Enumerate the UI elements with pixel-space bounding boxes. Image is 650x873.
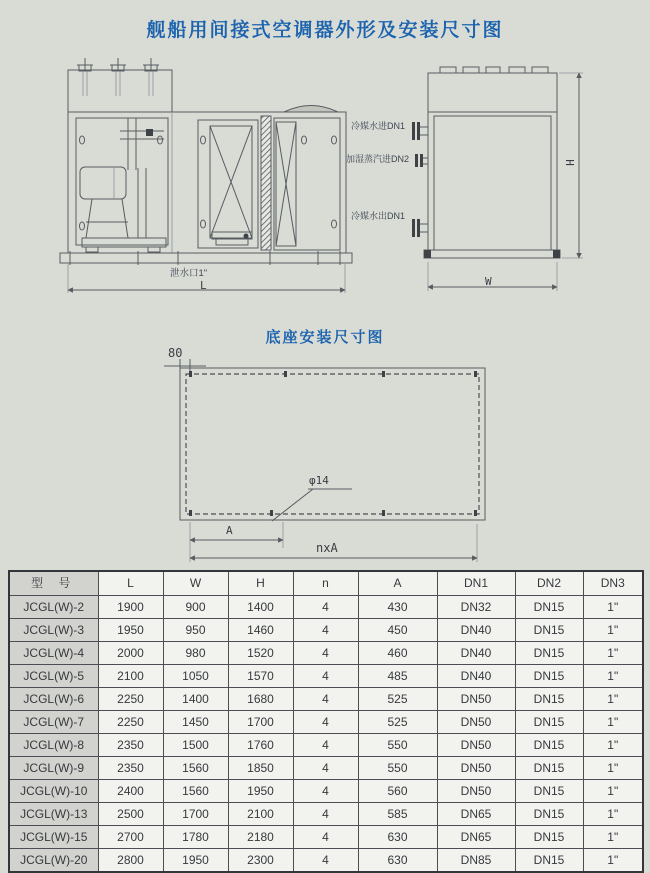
value-cell: 2180 xyxy=(228,826,293,849)
model-cell: JCGL(W)-8 xyxy=(9,734,98,757)
model-cell: JCGL(W)-20 xyxy=(9,849,98,873)
value-cell: 585 xyxy=(358,803,437,826)
table-row xyxy=(9,596,643,619)
value-cell: 1950 xyxy=(163,849,228,873)
col-header-H: H xyxy=(228,571,293,596)
value-cell: 1" xyxy=(583,596,643,619)
value-cell: 550 xyxy=(358,734,437,757)
model-cell: JCGL(W)-3 xyxy=(9,619,98,642)
value-cell: 1520 xyxy=(228,642,293,665)
table-row xyxy=(9,711,643,734)
model-cell: JCGL(W)-9 xyxy=(9,757,98,780)
drain-port-label: 泄水口1" xyxy=(170,268,208,279)
value-cell: DN40 xyxy=(437,619,515,642)
value-cell: 1460 xyxy=(228,619,293,642)
base-plan-view xyxy=(164,359,485,562)
model-cell: JCGL(W)-6 xyxy=(9,688,98,711)
pipe-stub-icon xyxy=(143,58,159,96)
value-cell: 1700 xyxy=(228,711,293,734)
value-cell: DN15 xyxy=(515,596,583,619)
value-cell: 950 xyxy=(163,619,228,642)
base-plan-title: 底座安装尺寸图 xyxy=(265,329,385,346)
value-cell: 980 xyxy=(163,642,228,665)
value-cell: 4 xyxy=(293,826,358,849)
value-cell: 1" xyxy=(583,734,643,757)
dim-A-line xyxy=(190,522,283,562)
model-cell: JCGL(W)-2 xyxy=(9,596,98,619)
value-cell: DN50 xyxy=(437,711,515,734)
value-cell: 1700 xyxy=(163,803,228,826)
value-cell: 1760 xyxy=(228,734,293,757)
value-cell: 4 xyxy=(293,596,358,619)
value-cell: 4 xyxy=(293,688,358,711)
value-cell: DN15 xyxy=(515,619,583,642)
dim-W-label: W xyxy=(485,275,492,288)
value-cell: 1400 xyxy=(228,596,293,619)
water-inlet-fitting-icon xyxy=(412,122,428,140)
value-cell: 1900 xyxy=(98,596,163,619)
value-cell: 460 xyxy=(358,642,437,665)
model-cell: JCGL(W)-4 xyxy=(9,642,98,665)
value-cell: 2250 xyxy=(98,688,163,711)
side-view xyxy=(412,67,583,291)
col-header-A: A xyxy=(358,571,437,596)
value-cell: 2800 xyxy=(98,849,163,873)
value-cell: DN40 xyxy=(437,642,515,665)
value-cell: 1560 xyxy=(163,757,228,780)
value-cell: DN15 xyxy=(515,734,583,757)
value-cell: 4 xyxy=(293,803,358,826)
table-row xyxy=(9,803,643,826)
col-header-W: W xyxy=(163,571,228,596)
spec-table-body xyxy=(9,596,643,873)
value-cell: 4 xyxy=(293,711,358,734)
value-cell: 4 xyxy=(293,780,358,803)
value-cell: 4 xyxy=(293,642,358,665)
dim-80-label: 80 xyxy=(168,346,183,360)
side-base-rail xyxy=(424,250,560,258)
value-cell: 900 xyxy=(163,596,228,619)
model-cell: JCGL(W)-5 xyxy=(9,665,98,688)
hole-diameter-label: φ14 xyxy=(309,474,329,487)
dim-H-label: H xyxy=(562,159,576,166)
right-section xyxy=(274,118,340,250)
table-row xyxy=(9,734,643,757)
value-cell: 1850 xyxy=(228,757,293,780)
value-cell: 1780 xyxy=(163,826,228,849)
value-cell: 1560 xyxy=(163,780,228,803)
value-cell: 1450 xyxy=(163,711,228,734)
value-cell: DN15 xyxy=(515,780,583,803)
hole-leader-line xyxy=(272,489,352,521)
col-header-L: L xyxy=(98,571,163,596)
value-cell: DN15 xyxy=(515,688,583,711)
table-header-row xyxy=(9,571,643,596)
value-cell: DN15 xyxy=(515,665,583,688)
water-outlet-fitting-icon xyxy=(412,219,428,237)
pipe-stub-icon xyxy=(110,58,126,96)
value-cell: 4 xyxy=(293,665,358,688)
value-cell: 2300 xyxy=(228,849,293,873)
steam-inlet-fitting-icon xyxy=(415,154,428,167)
dim-L-label: L xyxy=(200,279,207,292)
value-cell: DN85 xyxy=(437,849,515,873)
pipe-stub-icon xyxy=(77,58,93,96)
col-header-n: n xyxy=(293,571,358,596)
col-header-model: 型 号 xyxy=(9,571,98,596)
value-cell: 2700 xyxy=(98,826,163,849)
value-cell: 1570 xyxy=(228,665,293,688)
value-cell: 1950 xyxy=(98,619,163,642)
value-cell: 2100 xyxy=(228,803,293,826)
value-cell: 1500 xyxy=(163,734,228,757)
col-header-DN2: DN2 xyxy=(515,571,583,596)
value-cell: DN15 xyxy=(515,757,583,780)
chilled-water-in-label: 冷媒水进DN1 xyxy=(351,121,406,131)
value-cell: 2100 xyxy=(98,665,163,688)
value-cell: 525 xyxy=(358,711,437,734)
spec-table xyxy=(8,570,644,873)
table-row xyxy=(9,757,643,780)
value-cell: 4 xyxy=(293,734,358,757)
value-cell: DN50 xyxy=(437,780,515,803)
value-cell: 1400 xyxy=(163,688,228,711)
value-cell: DN40 xyxy=(437,665,515,688)
value-cell: 1" xyxy=(583,665,643,688)
model-cell: JCGL(W)-13 xyxy=(9,803,98,826)
table-row xyxy=(9,849,643,873)
value-cell: DN50 xyxy=(437,734,515,757)
table-row xyxy=(9,826,643,849)
value-cell: 4 xyxy=(293,619,358,642)
value-cell: 550 xyxy=(358,757,437,780)
value-cell: DN15 xyxy=(515,803,583,826)
value-cell: 630 xyxy=(358,826,437,849)
dim-W-line xyxy=(428,262,557,291)
value-cell: DN32 xyxy=(437,596,515,619)
value-cell: 2000 xyxy=(98,642,163,665)
value-cell: 2500 xyxy=(98,803,163,826)
value-cell: 1" xyxy=(583,642,643,665)
fan-section xyxy=(76,118,168,252)
value-cell: 560 xyxy=(358,780,437,803)
value-cell: DN50 xyxy=(437,688,515,711)
chilled-water-out-label: 冷媒水出DN1 xyxy=(351,211,406,221)
value-cell: 4 xyxy=(293,849,358,873)
value-cell: 1" xyxy=(583,849,643,873)
base-rail xyxy=(60,251,352,265)
front-view xyxy=(60,58,352,293)
value-cell: 485 xyxy=(358,665,437,688)
table-row xyxy=(9,619,643,642)
col-header-DN3: DN3 xyxy=(583,571,643,596)
value-cell: DN15 xyxy=(515,826,583,849)
value-cell: DN65 xyxy=(437,826,515,849)
value-cell: 2350 xyxy=(98,757,163,780)
value-cell: DN15 xyxy=(515,642,583,665)
value-cell: 2350 xyxy=(98,734,163,757)
value-cell: 525 xyxy=(358,688,437,711)
value-cell: 1" xyxy=(583,803,643,826)
coil-section xyxy=(198,120,258,248)
value-cell: 1" xyxy=(583,619,643,642)
value-cell: 450 xyxy=(358,619,437,642)
value-cell: 1" xyxy=(583,780,643,803)
value-cell: DN50 xyxy=(437,757,515,780)
value-cell: 1950 xyxy=(228,780,293,803)
table-row xyxy=(9,642,643,665)
dim-A-label: A xyxy=(226,524,233,537)
value-cell: DN65 xyxy=(437,803,515,826)
value-cell: 2400 xyxy=(98,780,163,803)
value-cell: 1" xyxy=(583,826,643,849)
value-cell: 1680 xyxy=(228,688,293,711)
table-row xyxy=(9,688,643,711)
vent-dome-icon xyxy=(280,106,342,113)
value-cell: DN15 xyxy=(515,711,583,734)
value-cell: 1050 xyxy=(163,665,228,688)
dim-80-line xyxy=(164,359,206,373)
model-cell: JCGL(W)-15 xyxy=(9,826,98,849)
humidify-steam-in-label: 加湿蒸汽进DN2 xyxy=(346,154,410,164)
col-header-DN1: DN1 xyxy=(437,571,515,596)
value-cell: DN15 xyxy=(515,849,583,873)
value-cell: 1" xyxy=(583,757,643,780)
model-cell: JCGL(W)-10 xyxy=(9,780,98,803)
dim-nxA-label: nxA xyxy=(316,541,338,555)
page-title: 舰船用间接式空调器外形及安装尺寸图 xyxy=(146,20,504,41)
table-row xyxy=(9,780,643,803)
value-cell: 2250 xyxy=(98,711,163,734)
value-cell: 1" xyxy=(583,688,643,711)
bolt-hole-marks xyxy=(189,371,477,516)
table-row xyxy=(9,665,643,688)
filter-strip-icon xyxy=(261,116,271,250)
value-cell: 1" xyxy=(583,711,643,734)
model-cell: JCGL(W)-7 xyxy=(9,711,98,734)
value-cell: 630 xyxy=(358,849,437,873)
value-cell: 430 xyxy=(358,596,437,619)
value-cell: 4 xyxy=(293,757,358,780)
